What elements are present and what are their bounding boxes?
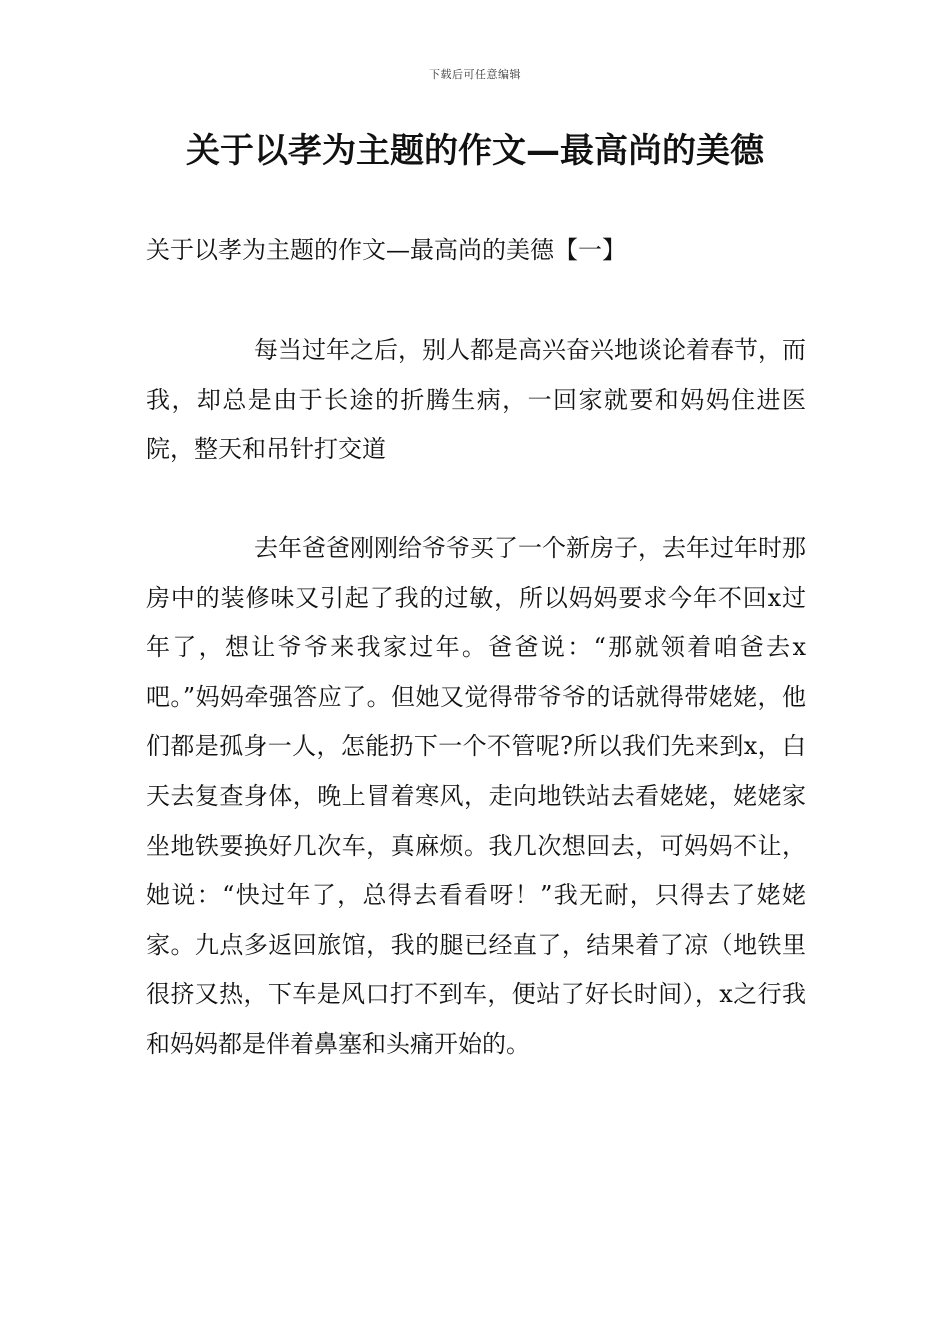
section-heading: 关于以孝为主题的作文—最高尚的美德【一】 [146,236,626,264]
document-title: 关于以孝为主题的作文—最高尚的美德 [186,131,764,171]
header-note: 下载后可任意编辑 [429,68,521,81]
paragraph-2: 去年爸爸刚刚给爷爷买了一个新房子，去年过年时那房中的装修味又引起了我的过敏，所以妈妈要求今年不回x过年了，想让爷爷来我家过年。爸爸说：“那就领着咱爸去x吧。”妈妈牵强答应了。但她又觉得带爷爷的话就得带姥姥，他们都是孤身一人，怎能扔下一个不管呢?所以我们先来到x，白天去复查身体，晚上冒着寒风，走向地铁站去看姥姥，姥姥家坐地铁要换好几次车，真麻烦。我几次想回去，可妈妈不让，她说：“快过年了，总得去看看呀！”我无耐，只得去了姥姥家。九点多返回旅馆，我的腿已经直了，结果着了凉（地铁里很挤又热，下车是风口打不到车，便站了好长时间），x之行我和妈妈都是伴着鼻塞和头痛开始的。 [146,534,806,1058]
paragraph-1: 每当过年之后，别人都是高兴奋兴地谈论着春节，而我，却总是由于长途的折腾生病，一回家就要和妈妈住进医院，整天和吊针打交道 [146,336,806,464]
